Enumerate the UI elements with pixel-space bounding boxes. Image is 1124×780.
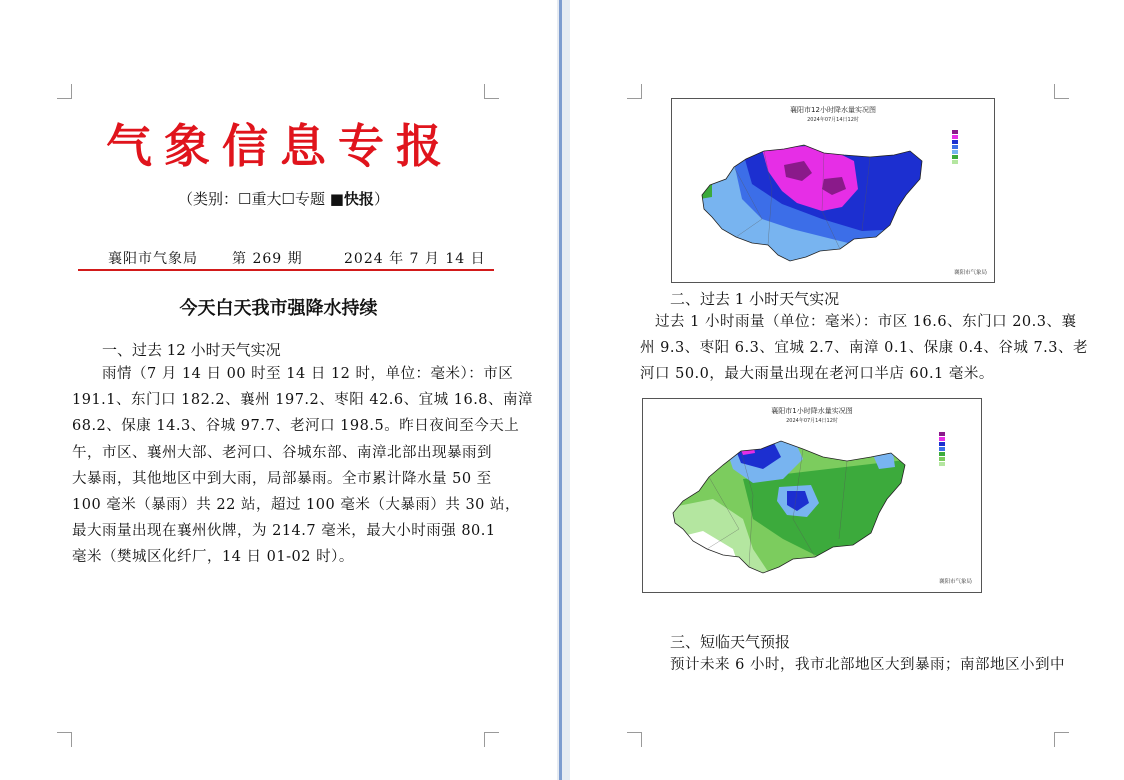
- crop-mark-bottom-left: [57, 732, 72, 747]
- crop-mark-bottom-right: [484, 732, 499, 747]
- body-line: 河口 50.0，最大雨量出现在老河口半店 60.1 毫米。: [640, 366, 994, 383]
- section-heading-past-1h: 二、过去 1 小时天气实况: [670, 290, 840, 308]
- section-heading-past-12h: 一、过去 12 小时天气实况: [102, 341, 281, 359]
- masthead-title: 气象信息专报: [106, 119, 454, 173]
- section-body-nowcast: [670, 652, 1065, 678]
- map-title: 襄阳市12小时降水量实况图: [790, 106, 876, 114]
- precip-map-12h: [671, 98, 995, 283]
- checkbox-unchecked-icon: ☐: [238, 190, 252, 208]
- crop-mark-top-right: [484, 84, 499, 99]
- map-credit: 襄阳市气象局: [954, 270, 988, 276]
- section-body-past-1h: [640, 309, 1088, 388]
- document-page-left: [0, 0, 557, 780]
- precip-map-1h-graphic: [643, 399, 981, 592]
- category-suffix: ）: [373, 190, 389, 208]
- map-subtitle: 2024年07月14日12时: [807, 117, 859, 123]
- body-line: 预计未来 6 小时，我市北部地区大到暴雨；南部地区小到中: [670, 657, 1065, 673]
- category-prefix: （类别：: [178, 190, 239, 208]
- document-page-right: [570, 0, 1124, 780]
- body-line: 191.1、东门口 182.2、襄州 197.2、枣阳 42.6、宜城 16.8、南漳: [72, 392, 534, 409]
- body-line: 雨情（7 月 14 日 00 时至 14 日 12 时，单位：毫米）：市区: [102, 366, 514, 382]
- body-line: 州 9.3、枣阳 6.3、宜城 2.7、南漳 0.1、保康 0.4、谷城 7.3、老: [640, 340, 1089, 357]
- precip-map-1h: [642, 398, 982, 593]
- precip-map-12h-graphic: [672, 99, 994, 282]
- issuer: 襄阳市气象局: [108, 251, 198, 267]
- body-line: 大暴雨，其他地区中到大雨，局部暴雨。全市累计降水量 50 至: [72, 470, 492, 487]
- category-option-special: 专题: [294, 190, 325, 208]
- crop-mark-top-left: [57, 84, 72, 99]
- red-divider-rule: [78, 269, 494, 271]
- category-line: [178, 188, 389, 209]
- issue-number: 第 269 期: [232, 251, 303, 267]
- body-line: 午，市区、襄州大部、老河口、谷城东部、南漳北部出现暴雨到: [72, 444, 492, 461]
- category-option-major: 重大: [251, 190, 282, 208]
- gutter-divider: [559, 0, 562, 780]
- map-legend: [939, 431, 946, 466]
- section-heading-nowcast: 三、短临天气预报: [670, 633, 791, 651]
- checkbox-unchecked-icon: ☐: [281, 190, 295, 208]
- crop-mark-top-right: [1054, 84, 1069, 99]
- body-line: 68.2、保康 14.3、谷城 97.7、老河口 198.5。昨日夜间至今天上: [72, 418, 520, 435]
- map-credit: 襄阳市气象局: [939, 579, 973, 585]
- map-title: 襄阳市1小时降水量实况图: [771, 407, 853, 415]
- checkbox-checked-icon: ■: [329, 190, 344, 208]
- crop-mark-top-left: [627, 84, 642, 99]
- body-line: 毫米（樊城区化纤厂，14 日 01-02 时）。: [72, 549, 354, 566]
- crop-mark-bottom-left: [627, 732, 642, 747]
- body-line: 100 毫米（暴雨）共 22 站，超过 100 毫米（大暴雨）共 30 站，: [72, 497, 521, 514]
- page-gutter: [557, 0, 570, 780]
- section-body-past-12h: [72, 361, 533, 571]
- crop-mark-bottom-right: [1054, 732, 1069, 747]
- map-legend: [952, 129, 959, 164]
- report-headline: 今天白天我市强降水持续: [179, 298, 378, 319]
- body-line: 过去 1 小时雨量（单位：毫米）：市区 16.6、东门口 20.3、襄: [655, 314, 1077, 330]
- issue-date: 2024 年 7 月 14 日: [344, 251, 486, 267]
- map-subtitle: 2024年07月14日12时: [786, 418, 838, 424]
- body-line: 最大雨量出现在襄州伙牌，为 214.7 毫米，最大小时雨强 80.1: [72, 523, 496, 540]
- category-option-express: 快报: [343, 190, 374, 208]
